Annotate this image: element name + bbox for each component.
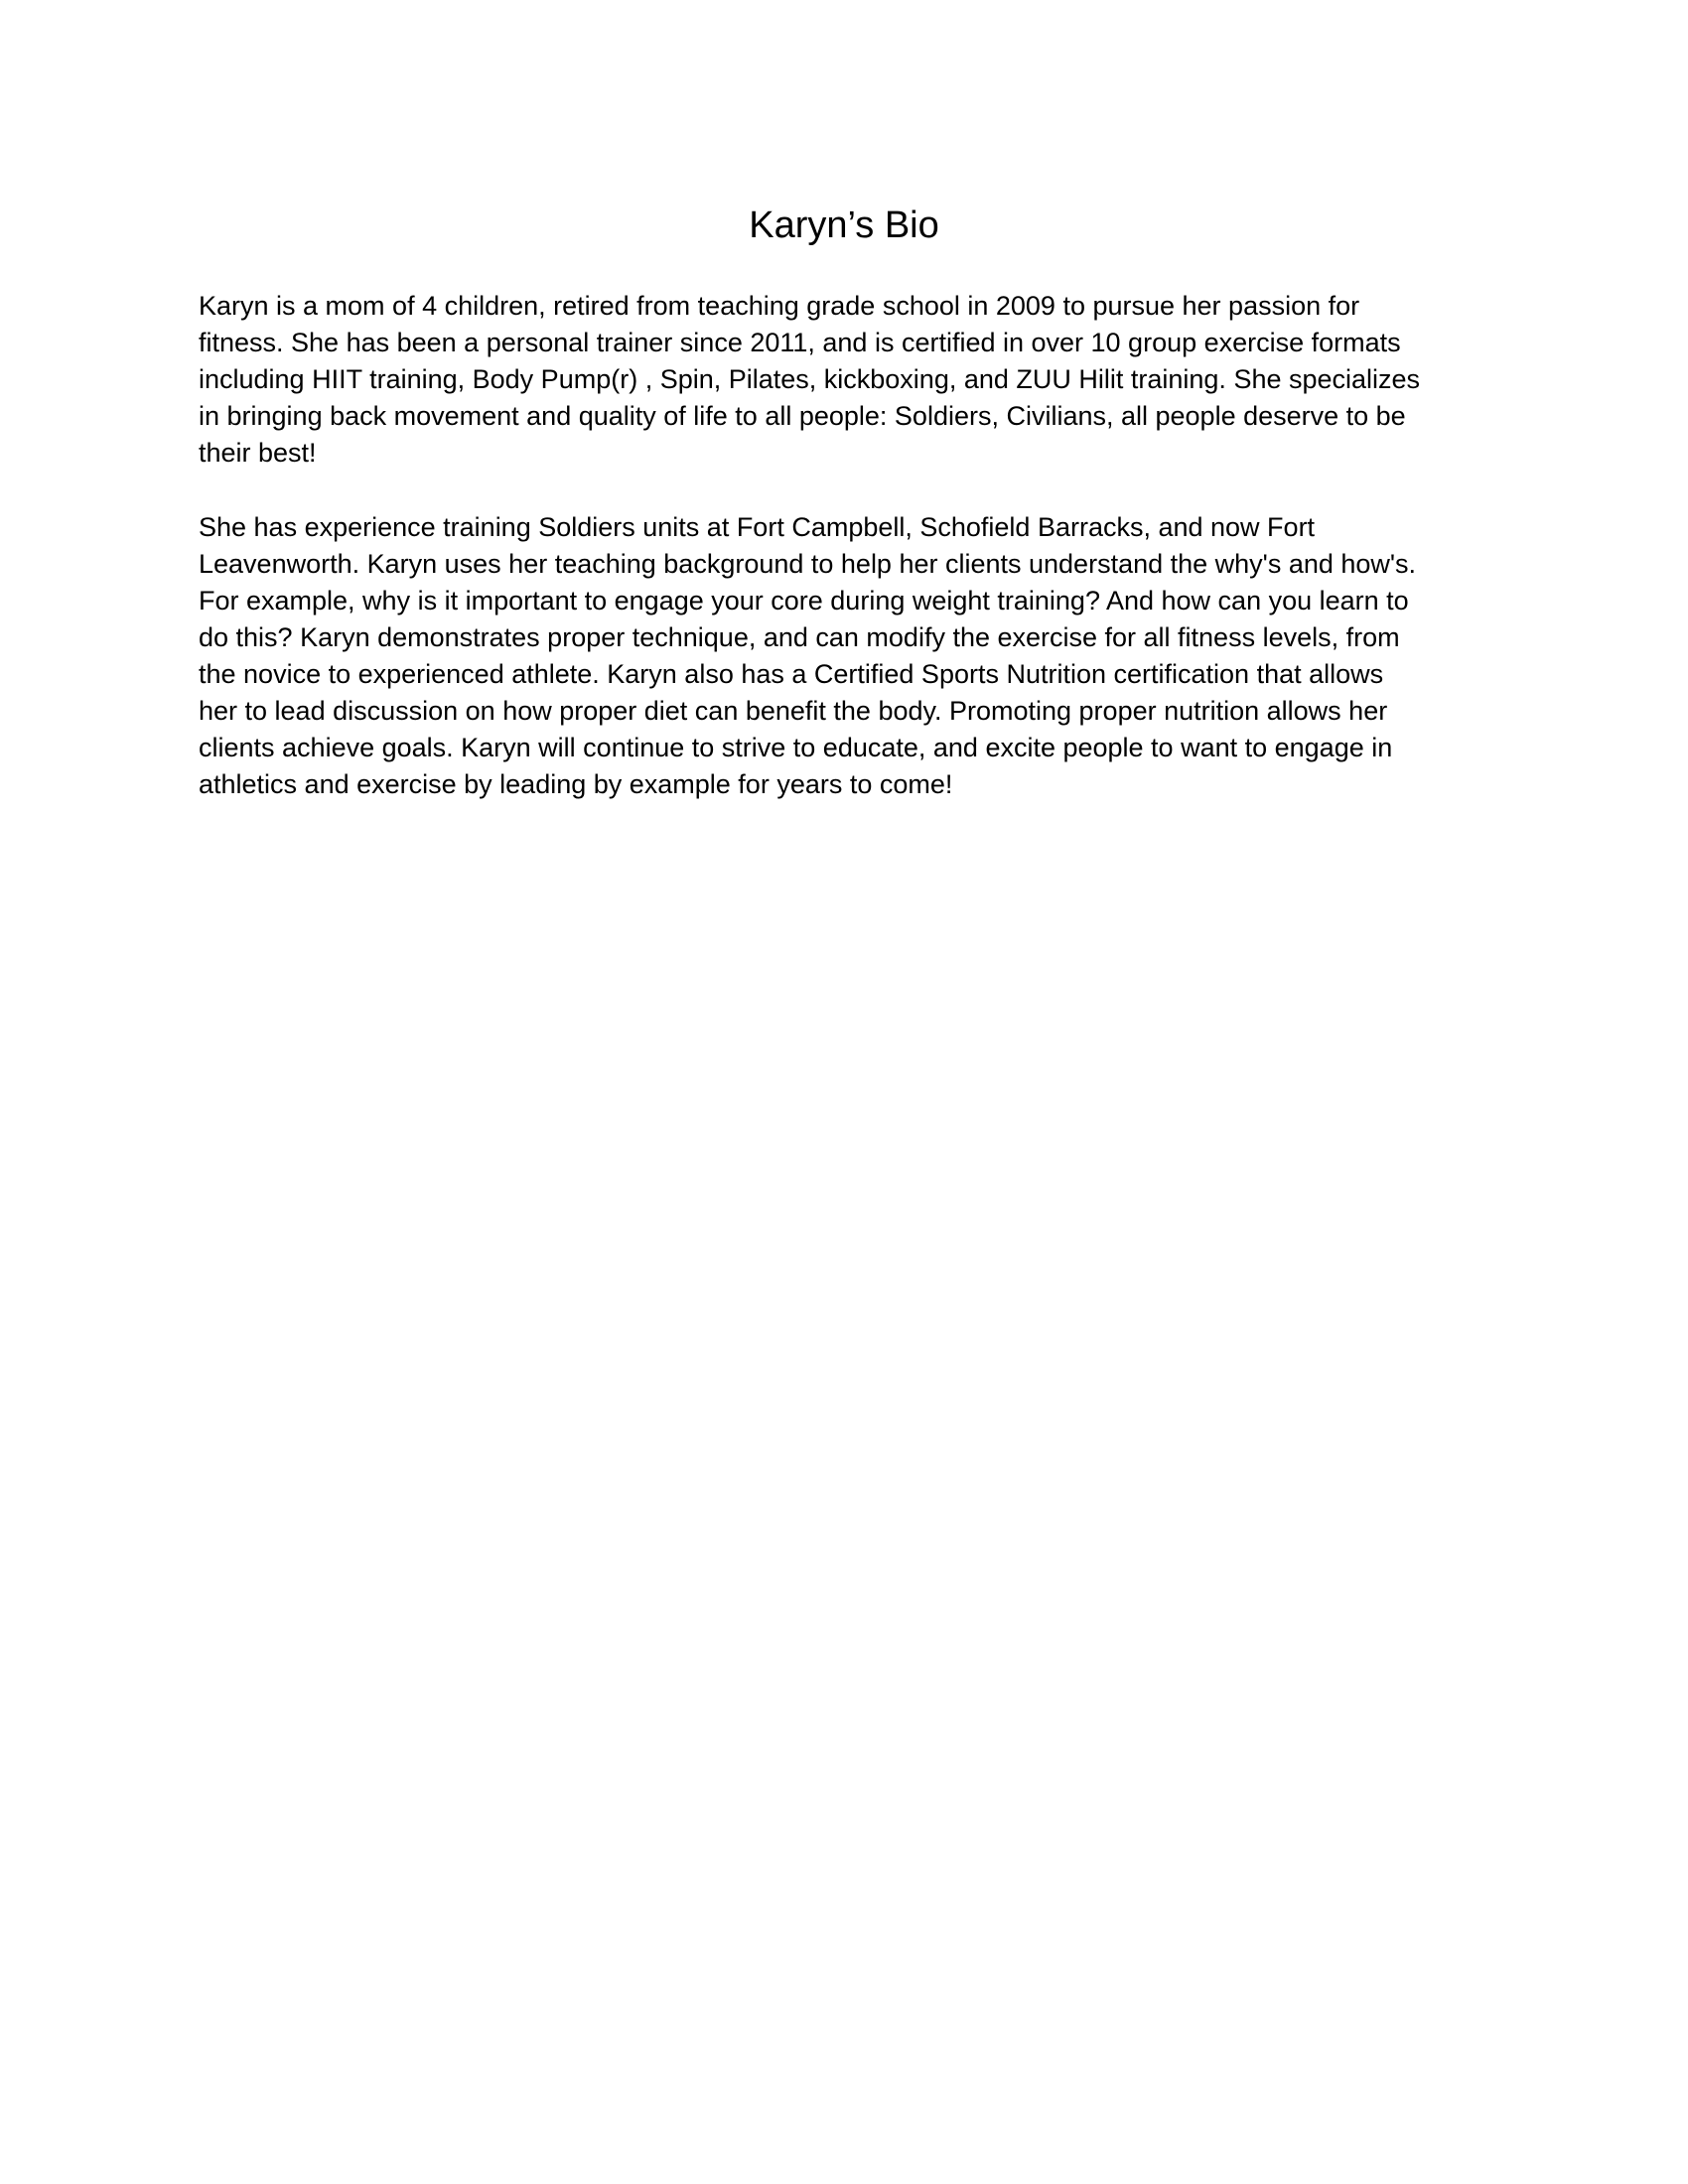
- bio-paragraph-2: She has experience training Soldiers units at Fort Campbell, Schofield Barracks, and now Fort Leavenworth. Karyn uses her teaching background to help her clients understand the why's and how's. For example, why is it important to engage your core during weight training? And how can you learn to do this? Karyn demonstrates proper technique, and can modify the exercise for all fitness levels, from the novice to experienced athlete. Karyn also has a Certified Sports Nutrition certification that allows her to lead discussion on how proper diet can benefit the body. Promoting proper nutrition allows her clients achieve goals. Karyn will continue to strive to educate, and excite people to want to engage in athletics and exercise by leading by example for years to come!: [199, 512, 1417, 799]
- bio-paragraph-1: Karyn is a mom of 4 children, retired from teaching grade school in 2009 to pursue her passion for fitness. She has been a personal trainer since 2011, and is certified in over 10 group exercise formats including HIIT training, Body Pump(r) , Spin, Pilates, kickboxing, and ZUU Hilit training. She specializes in bringing back movement and quality of life to all people: Soldiers, Civilians, all people deserve to be their best!: [199, 291, 1421, 468]
- page-title: Karyn’s Bio: [749, 205, 939, 246]
